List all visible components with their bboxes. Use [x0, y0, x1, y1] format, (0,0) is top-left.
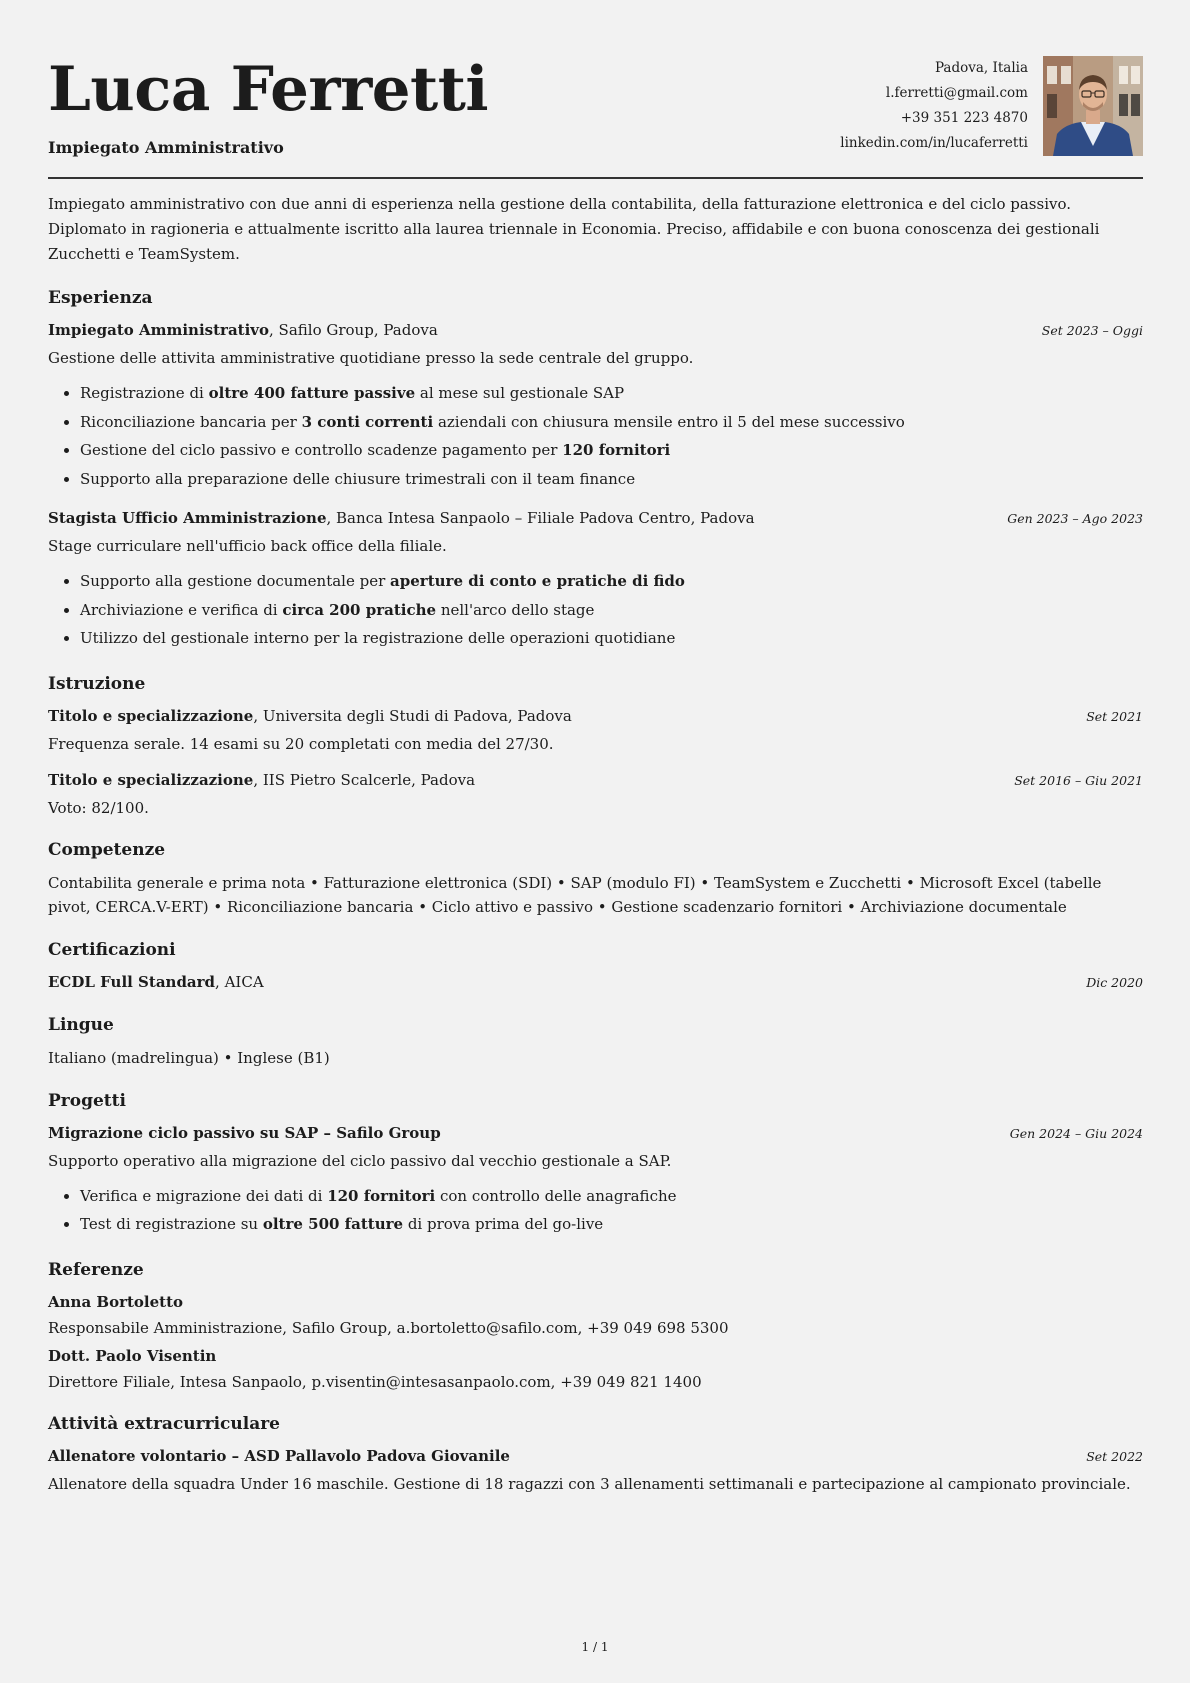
contact-phone: +39 351 223 4870 [900, 110, 1028, 126]
section-title: Istruzione [48, 673, 146, 694]
entry-description: Allenatore della squadra Under 16 maschile. Gestione di 18 ragazzi con 3 allenamenti settimanali e partecipazione al campionato provinciale. [48, 1474, 1131, 1493]
profile-photo-image [1043, 56, 1143, 156]
resume-page [48, 0, 1143, 1683]
section-references [48, 1259, 1143, 1393]
section-certifications [48, 939, 1143, 994]
reference-name: Dott. Paolo Visentin [48, 1346, 217, 1365]
extracurricular-entry [48, 1445, 1143, 1495]
entry-dates: Dic 2020 [1086, 974, 1143, 990]
languages-list: Italiano (madrelingua) • Inglese (B1) [48, 1048, 330, 1067]
section-title: Attività extracurriculare [48, 1413, 280, 1434]
section-title: Referenze [48, 1259, 144, 1280]
entry-role: Impiegato Amministrativo [48, 321, 270, 339]
entry-role: ECDL Full Standard [48, 972, 216, 991]
education-entry [48, 769, 1143, 819]
entry-organization: , AICA [215, 972, 264, 991]
entry-description: Supporto operativo alla migrazione del ciclo passivo dal vecchio gestionale a SAP. [48, 1151, 672, 1170]
entry-description: Gestione delle attivita amministrative quotidiane presso la sede centrale del gruppo. [48, 349, 694, 367]
section-title: Progetti [48, 1090, 126, 1111]
entry-role: Titolo e specializzazione [48, 770, 254, 789]
entry-role: Migrazione ciclo passivo su SAP – Safilo Group [48, 1123, 441, 1142]
resume-content [48, 192, 1143, 1495]
entry-dates: Set 2021 [1086, 708, 1143, 724]
entry-description: Voto: 82/100. [48, 798, 149, 817]
entry-role: Allenatore volontario – ASD Pallavolo Padova Giovanile [48, 1446, 510, 1465]
header-divider [48, 177, 1143, 179]
section-extracurricular [48, 1413, 1143, 1495]
entry-organization: , Safilo Group, Padova [269, 321, 438, 339]
entry-dates: Set 2023 – Oggi [1041, 323, 1143, 338]
bullet-item: • Gestione del ciclo passivo e controllo scadenze pagamento per 120 fornitori [80, 436, 1143, 465]
skills-list: Contabilita generale e prima nota • Fatturazione elettronica (SDI) • SAP (modulo FI) • TeamSystem e Zucchetti • Microsoft Excel (tabelle pivot, CERCA.V-ERT) • Riconciliazione bancaria • Ciclo attivo e passivo • Gestione scadenzario fornitori • Archiviazione documentale [48, 873, 1102, 916]
entry-bullets [48, 1182, 1143, 1239]
entry-dates: Gen 2023 – Ago 2023 [1007, 511, 1143, 526]
entry-organization: , Universita degli Studi di Padova, Padova [253, 706, 572, 725]
entry-role: Titolo e specializzazione [48, 706, 254, 725]
section-experience [48, 287, 1143, 653]
contact-linkedin-link[interactable]: linkedin.com/in/lucaferretti [840, 135, 1028, 151]
entry-bullets [48, 379, 1143, 493]
entry-organization: , IIS Pietro Scalcerle, Padova [253, 770, 476, 789]
entry-dates: Set 2022 [1086, 1448, 1143, 1464]
reference-entry [48, 1345, 1143, 1393]
entry-bullets [48, 567, 1143, 653]
candidate-role: Impiegato Amministrativo [48, 138, 284, 157]
section-education [48, 673, 1143, 819]
bullet-item: • Supporto alla preparazione delle chiusure trimestrali con il team finance [80, 465, 1143, 494]
entry-role: Stagista Ufficio Amministrazione [48, 509, 327, 527]
bullet-item: • Utilizzo del gestionale interno per la registrazione delle operazioni quotidiane [80, 624, 1143, 653]
entry-description: Frequenza serale. 14 esami su 20 completati con media del 27/30. [48, 734, 554, 753]
entry-dates: Gen 2024 – Giu 2024 [1009, 1125, 1143, 1141]
bullet-item: • Verifica e migrazione dei dati di 120 fornitori con controllo delle anagrafiche [80, 1182, 1143, 1211]
entry-dates: Set 2016 – Giu 2021 [1014, 772, 1143, 788]
section-title: Certificazioni [48, 939, 176, 960]
reference-name: Anna Bortoletto [48, 1292, 184, 1311]
section-title: Lingue [48, 1014, 114, 1035]
reference-entry [48, 1291, 1143, 1339]
bullet-item: • Archiviazione e verifica di circa 200 pratiche nell'arco dello stage [80, 596, 1143, 625]
section-title: Esperienza [48, 288, 153, 308]
resume-header [48, 52, 1143, 178]
page-number: 1 / 1 [581, 1640, 609, 1654]
bullet-item: • Riconciliazione bancaria per 3 conti correnti aziendali con chiusura mensile entro il 5 del mese successivo [80, 408, 1143, 437]
contact-email-link[interactable]: l.ferretti@gmail.com [885, 85, 1028, 101]
contact-info [840, 56, 1028, 156]
section-languages [48, 1014, 1143, 1070]
entry-description: Stage curriculare nell'ufficio back office della filiale. [48, 537, 447, 555]
entry-organization: , Banca Intesa Sanpaolo – Filiale Padova Centro, Padova [326, 509, 755, 527]
profile-photo [1043, 56, 1143, 156]
bullet-item: • Test di registrazione su oltre 500 fatture di prova prima del go-live [80, 1210, 1143, 1239]
candidate-name: Luca Ferretti [48, 54, 489, 125]
project-entry [48, 1122, 1143, 1239]
experience-entry [48, 507, 1143, 653]
reference-details: Responsabile Amministrazione, Safilo Group, a.bortoletto@safilo.com, +39 049 698 5300 [48, 1318, 729, 1337]
bullet-item: • Registrazione di oltre 400 fatture passive al mese sul gestionale SAP [80, 379, 1143, 408]
section-title: Competenze [48, 839, 166, 860]
education-entry [48, 705, 1143, 755]
section-projects [48, 1090, 1143, 1239]
certification-entry [48, 971, 1143, 994]
section-skills [48, 839, 1143, 919]
professional-summary: Impiegato amministrativo con due anni di esperienza nella gestione della contabilita, della fatturazione elettronica e del ciclo passivo. Diplomato in ragioneria e attualmente iscritto alla laurea triennale in Economia. Preciso, affidabile e con buona conoscenza dei gestionali Zucchetti e TeamSystem. [48, 195, 1100, 263]
experience-entry [48, 319, 1143, 493]
reference-details: Direttore Filiale, Intesa Sanpaolo, p.visentin@intesasanpaolo.com, +39 049 821 1400 [48, 1372, 702, 1391]
bullet-item: • Supporto alla gestione documentale per aperture di conto e pratiche di fido [80, 567, 1143, 596]
contact-location: Padova, Italia [934, 60, 1028, 76]
